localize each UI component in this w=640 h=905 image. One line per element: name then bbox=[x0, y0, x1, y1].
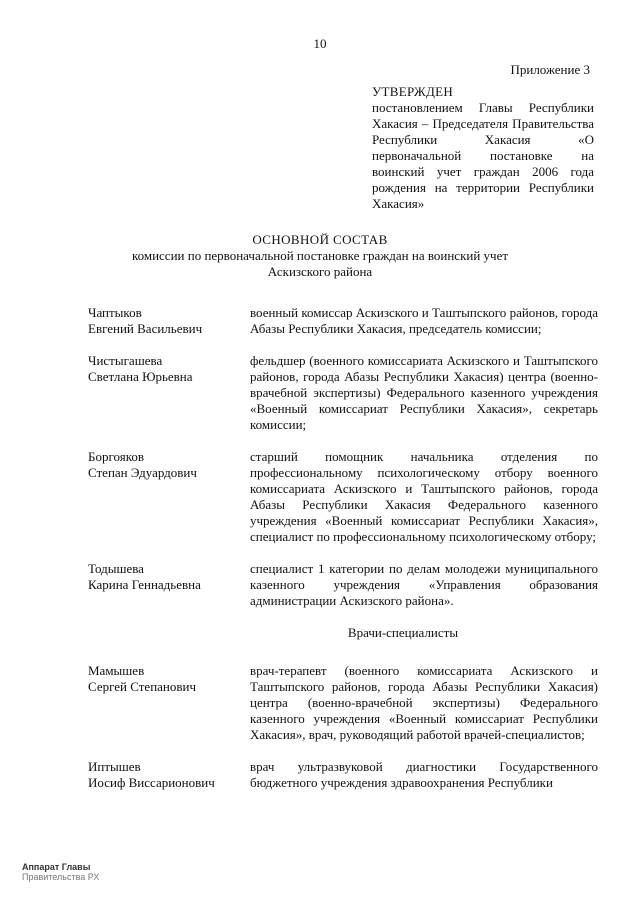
doctor-given-name: Иосиф Виссарионович bbox=[88, 775, 215, 790]
doctor-given-name: Сергей Степанович bbox=[88, 679, 197, 694]
appendix-label: Приложение 3 bbox=[510, 62, 590, 77]
member-surname: Чистыгашева bbox=[88, 353, 163, 368]
doctor-name bbox=[88, 759, 250, 791]
member-entry bbox=[88, 305, 598, 337]
document-heading bbox=[0, 232, 640, 280]
member-entry bbox=[88, 561, 598, 609]
member-given-name: Степан Эдуардович bbox=[88, 465, 197, 480]
stamp-line-1: Аппарат Главы bbox=[22, 862, 91, 872]
approval-title: УТВЕРЖДЕН bbox=[372, 84, 454, 99]
member-entry bbox=[88, 353, 598, 433]
stamp-line-2: Правительства РХ bbox=[22, 872, 100, 882]
page-number: 10 bbox=[313, 36, 327, 51]
doctor-name bbox=[88, 663, 250, 743]
doctor-role: врач-терапевт (военного комиссариата Аскизского и Таштыпского районов, города Абазы Республики Хакасия) центра (военно-врачебной экспертизы) Федерального казенного учреждения «Военный комиссариат Республики Хакасия», врач, руководящий работой врачей-специалистов; bbox=[250, 663, 598, 742]
member-name bbox=[88, 561, 250, 609]
member-given-name: Евгений Васильевич bbox=[88, 321, 203, 336]
doctor-surname: Иптышев bbox=[88, 759, 141, 774]
doctor-surname: Мамышев bbox=[88, 663, 145, 678]
member-role: старший помощник начальника отделения по профессиональному психологическому отбору военного комиссариата Аскизского и Таштыпского районов, города Абазы Республики Хакасия Федерального казенного учреждения «Военный комиссариат Республики Хакасия», специалист по профессиональному психологическому отбору; bbox=[250, 449, 598, 544]
member-surname: Боргояков bbox=[88, 449, 144, 464]
office-stamp bbox=[22, 862, 99, 882]
doctor-entry bbox=[88, 663, 598, 743]
member-name bbox=[88, 353, 250, 433]
heading-line-2: Аскизского района bbox=[267, 264, 373, 279]
member-role: специалист 1 категории по делам молодежи муниципального казенного учреждения «Управления образования администрации Аскизского района». bbox=[250, 561, 598, 608]
heading-line-1: комиссии по первоначальной постановке граждан на воинский учет bbox=[131, 248, 509, 263]
section-title: Врачи-специалисты bbox=[347, 625, 459, 640]
member-given-name: Светлана Юрьевна bbox=[88, 369, 193, 384]
member-given-name: Карина Геннадьевна bbox=[88, 577, 201, 592]
member-role: фельдшер (военного комиссариата Аскизского и Таштыпского районов, города Абазы Республики Хакасия) центра (военно-врачебной экспертизы) Федерального казенного учреждения «Военный комиссариат Республики Хакасия», секретарь комиссии; bbox=[250, 353, 598, 432]
heading-main: ОСНОВНОЙ СОСТАВ bbox=[252, 232, 388, 247]
member-surname: Тодышева bbox=[88, 561, 144, 576]
member-name bbox=[88, 305, 250, 337]
member-name bbox=[88, 449, 250, 545]
members-list bbox=[88, 305, 598, 807]
doctor-role: врач ультразвуковой диагностики Государственного бюджетного учреждения здравоохранения Республики bbox=[250, 759, 598, 790]
doctor-entry bbox=[88, 759, 598, 791]
member-role: военный комиссар Аскизского и Таштыпского районов, города Абазы Республики Хакасия, председатель комиссии; bbox=[250, 305, 598, 336]
approval-block bbox=[372, 84, 594, 212]
member-surname: Чаптыков bbox=[88, 305, 142, 320]
member-entry bbox=[88, 449, 598, 545]
approval-text: постановлением Главы Республики Хакасия – Председателя Правительства Республики Хакасия «О первоначальной постановке на воинский учет граждан 2006 года рождения на территории Республики Хакасия» bbox=[372, 100, 594, 211]
